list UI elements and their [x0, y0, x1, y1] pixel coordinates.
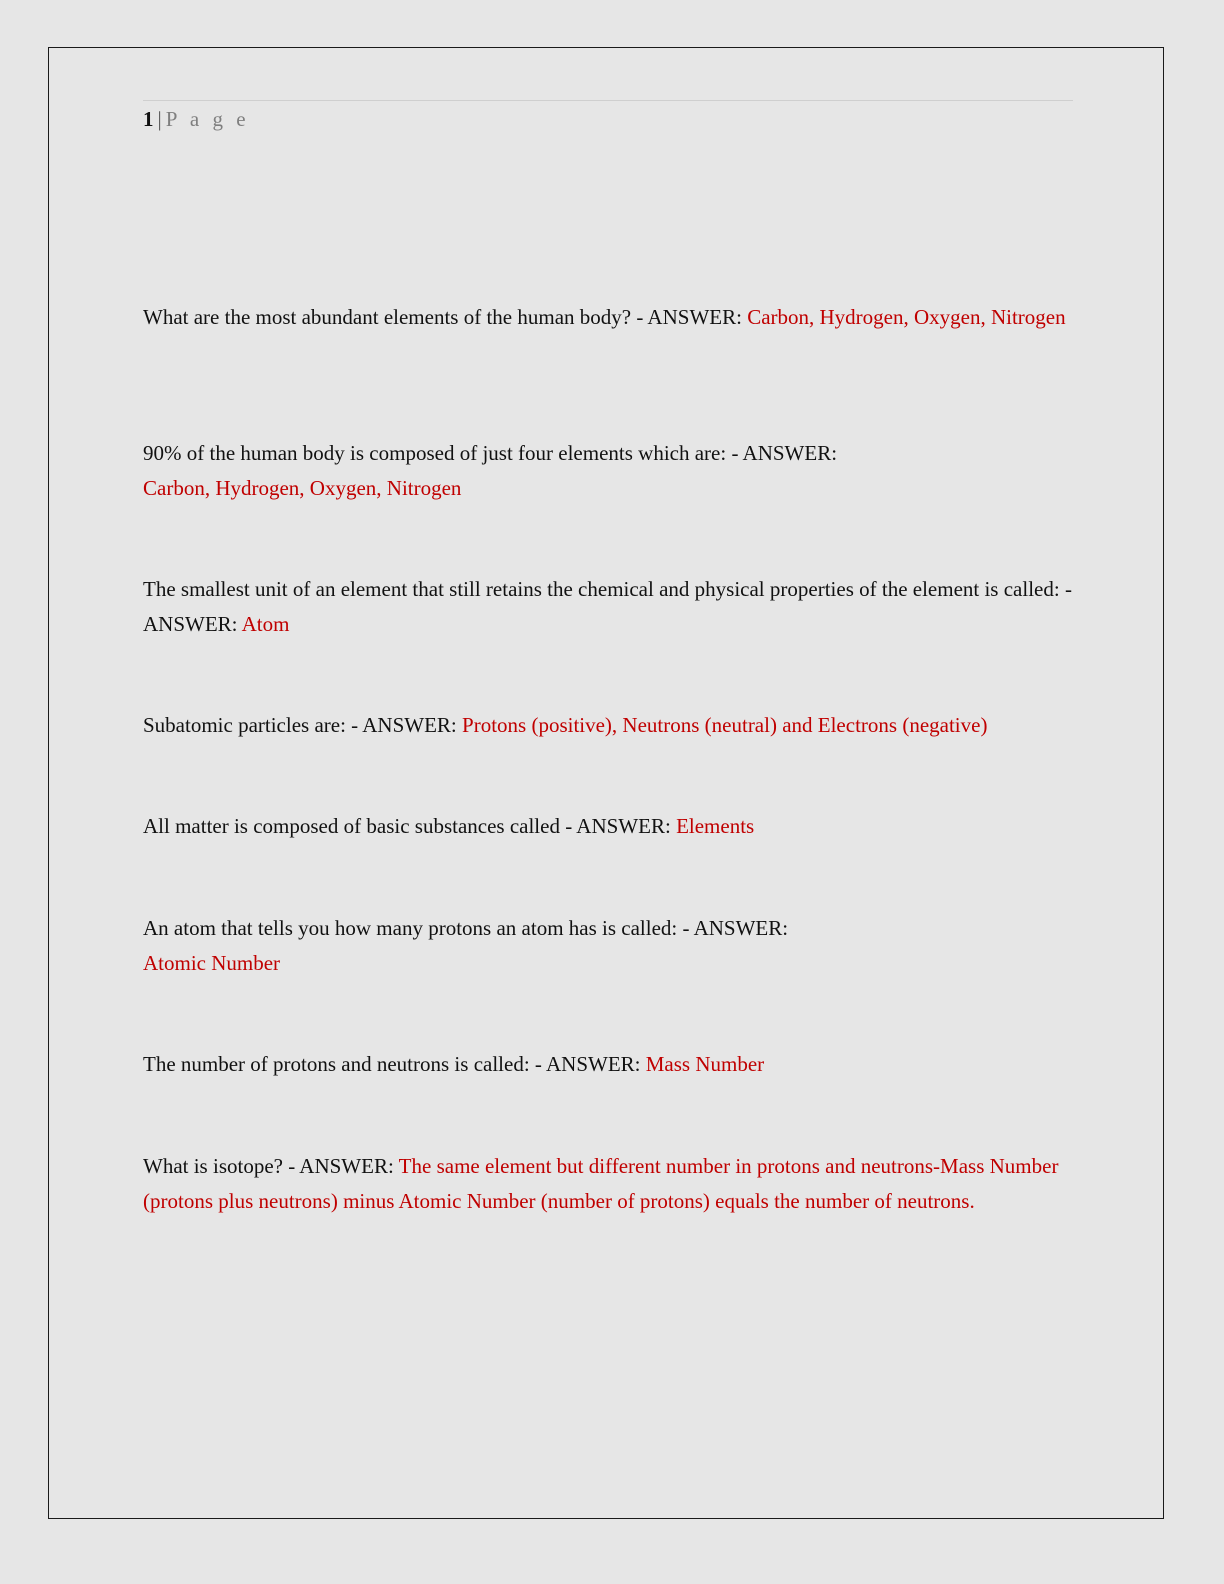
answer-text: Atomic Number — [143, 950, 281, 975]
qa-item-7 — [143, 1047, 1073, 1082]
page-label: P a g e — [165, 107, 250, 131]
answer-text: Elements — [676, 814, 755, 838]
qa-item-1 — [143, 300, 1073, 335]
question-text: The number of protons and neutrons is called: - ANSWER: — [143, 1052, 646, 1076]
question-text: 90% of the human body is composed of just four elements which are: - ANSWER: — [143, 441, 838, 465]
page-border — [48, 47, 1164, 1519]
answer-text: Atom — [241, 611, 290, 636]
page-number: 1 — [143, 107, 154, 131]
qa-item-2 — [143, 436, 1073, 505]
question-text: All matter is composed of basic substances called - ANSWER: — [143, 814, 677, 838]
answer-text: Protons (positive), Neutrons (neutral) and Electrons (negative) — [462, 713, 988, 737]
question-text: What are the most abundant elements of the human body? - ANSWER: — [143, 305, 748, 329]
qa-item-4 — [143, 708, 1073, 743]
answer-text: The same element but different number in protons and neutrons-Mass Number (protons plus neutrons) minus Atomic Number (number of protons) equals the number of neutrons. — [143, 1154, 1059, 1213]
question-text: An atom that tells you how many protons an atom has is called: - ANSWER: — [143, 916, 789, 940]
page-separator: | — [157, 107, 162, 131]
header-rule — [143, 100, 1073, 101]
question-text: The smallest unit of an element that still retains the chemical and physical properties of the element is called: - ANSWER: — [143, 577, 1072, 636]
qa-item-5 — [143, 809, 1073, 844]
answer-text: Carbon, Hydrogen, Oxygen, Nitrogen — [747, 305, 1066, 329]
qa-item-6 — [143, 911, 1073, 980]
question-text: Subatomic particles are: - ANSWER: — [143, 713, 463, 737]
question-text: What is isotope? - ANSWER: — [143, 1154, 399, 1178]
page-header — [143, 106, 250, 132]
qa-item-8 — [143, 1149, 1073, 1218]
answer-text: Mass Number — [645, 1052, 765, 1076]
qa-item-3 — [143, 572, 1073, 641]
answer-text: Carbon, Hydrogen, Oxygen, Nitrogen — [143, 475, 462, 500]
